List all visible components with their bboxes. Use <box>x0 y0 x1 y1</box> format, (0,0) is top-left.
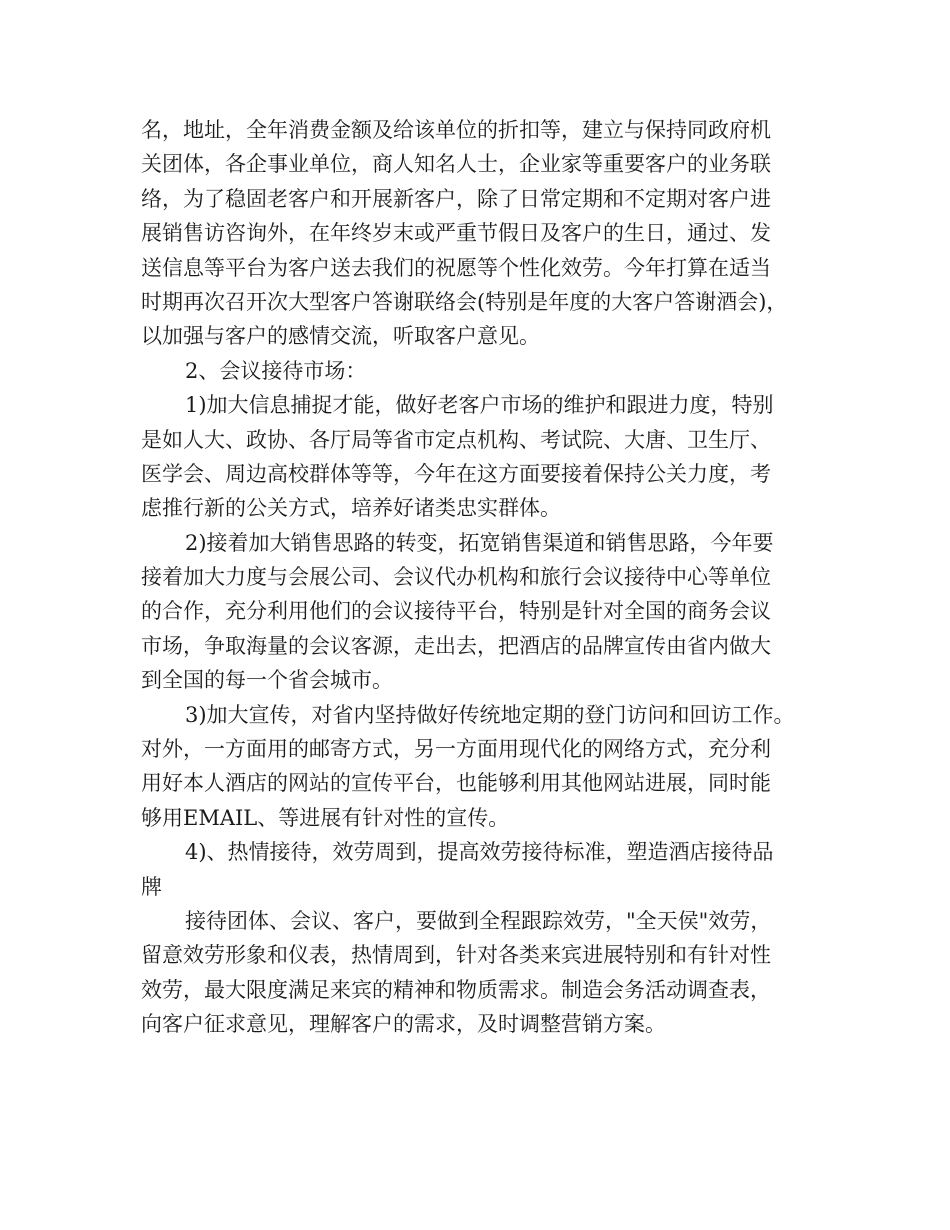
text-line: 效劳，最大限度满足来宾的精神和物质需求。制造会务活动调查表， <box>141 977 771 1002</box>
text-line: 2)接着加大销售思路的转变，拓宽销售渠道和销售思路，今年要 <box>185 530 774 555</box>
text-line: 对外，一方面用的邮寄方式，另一方面用现代化的网络方式，充分利 <box>141 737 771 762</box>
section-heading: 2、会议接待市场： <box>185 358 367 383</box>
text-line: 向客户征求意见，理解客户的需求，及时调整营销方案。 <box>141 1012 666 1037</box>
text-line: 1)加大信息捕捉才能，做好老客户市场的维护和跟进力度，特别 <box>185 393 774 418</box>
text-line: 关团体，各企事业单位，商人知名人士，企业家等重要客户的业务联 <box>141 152 771 177</box>
text-line: 送信息等平台为客户送去我们的祝愿等个性化效劳。今年打算在适当 <box>141 255 771 280</box>
text-line: 市场，争取海量的会议客源，走出去，把酒店的品牌宣传由省内做大 <box>141 633 771 658</box>
text-line: 够用EMAIL、等进展有针对性的宣传。 <box>141 805 510 830</box>
text-line: 名，地址，全年消费金额及给该单位的折扣等，建立与保持同政府机 <box>141 118 771 142</box>
text-line: 络，为了稳固老客户和开展新客户，除了日常定期和不定期对客户进 <box>141 186 771 211</box>
text-line: 4)、热情接待，效劳周到，提高效劳接待标准，塑造酒店接待品 <box>185 840 774 865</box>
text-line: 虑推行新的公关方式，培养好诸类忠实群体。 <box>141 496 561 521</box>
text-line: 到全国的每一个省会城市。 <box>141 668 393 693</box>
text-line: 接着加大力度与会展公司、会议代办机构和旅行会议接待中心等单位 <box>141 565 771 590</box>
text-line: 3)加大宣传，对省内坚持做好传统地定期的登门访问和回访工作。 <box>185 702 795 727</box>
text-line: 医学会、周边高校群体等等，今年在这方面要接着保持公关力度，考 <box>141 461 771 486</box>
text-line: 牌 <box>141 874 162 899</box>
document-page <box>141 113 821 1042</box>
text-line: 用好本人酒店的网站的宣传平台，也能够利用其他网站进展，同时能 <box>141 771 771 796</box>
text-line: 的合作，充分利用他们的会议接待平台，特别是针对全国的商务会议 <box>141 599 771 624</box>
text-line: 时期再次召开次大型客户答谢联络会(特别是年度的大客户答谢酒会)， <box>141 289 788 314</box>
text-line: 接待团体、会议、客户，要做到全程跟踪效劳，"全天侯"效劳， <box>185 908 772 933</box>
text-line: 以加强与客户的感情交流，听取客户意见。 <box>141 324 540 349</box>
text-line: 是如人大、政协、各厅局等省市定点机构、考试院、大唐、卫生厅、 <box>141 427 771 452</box>
text-line: 留意效劳形象和仪表，热情周到，针对各类来宾进展特别和有针对性 <box>141 943 771 968</box>
text-line: 展销售访咨询外，在年终岁末或严重节假日及客户的生日，通过、发 <box>141 221 771 246</box>
